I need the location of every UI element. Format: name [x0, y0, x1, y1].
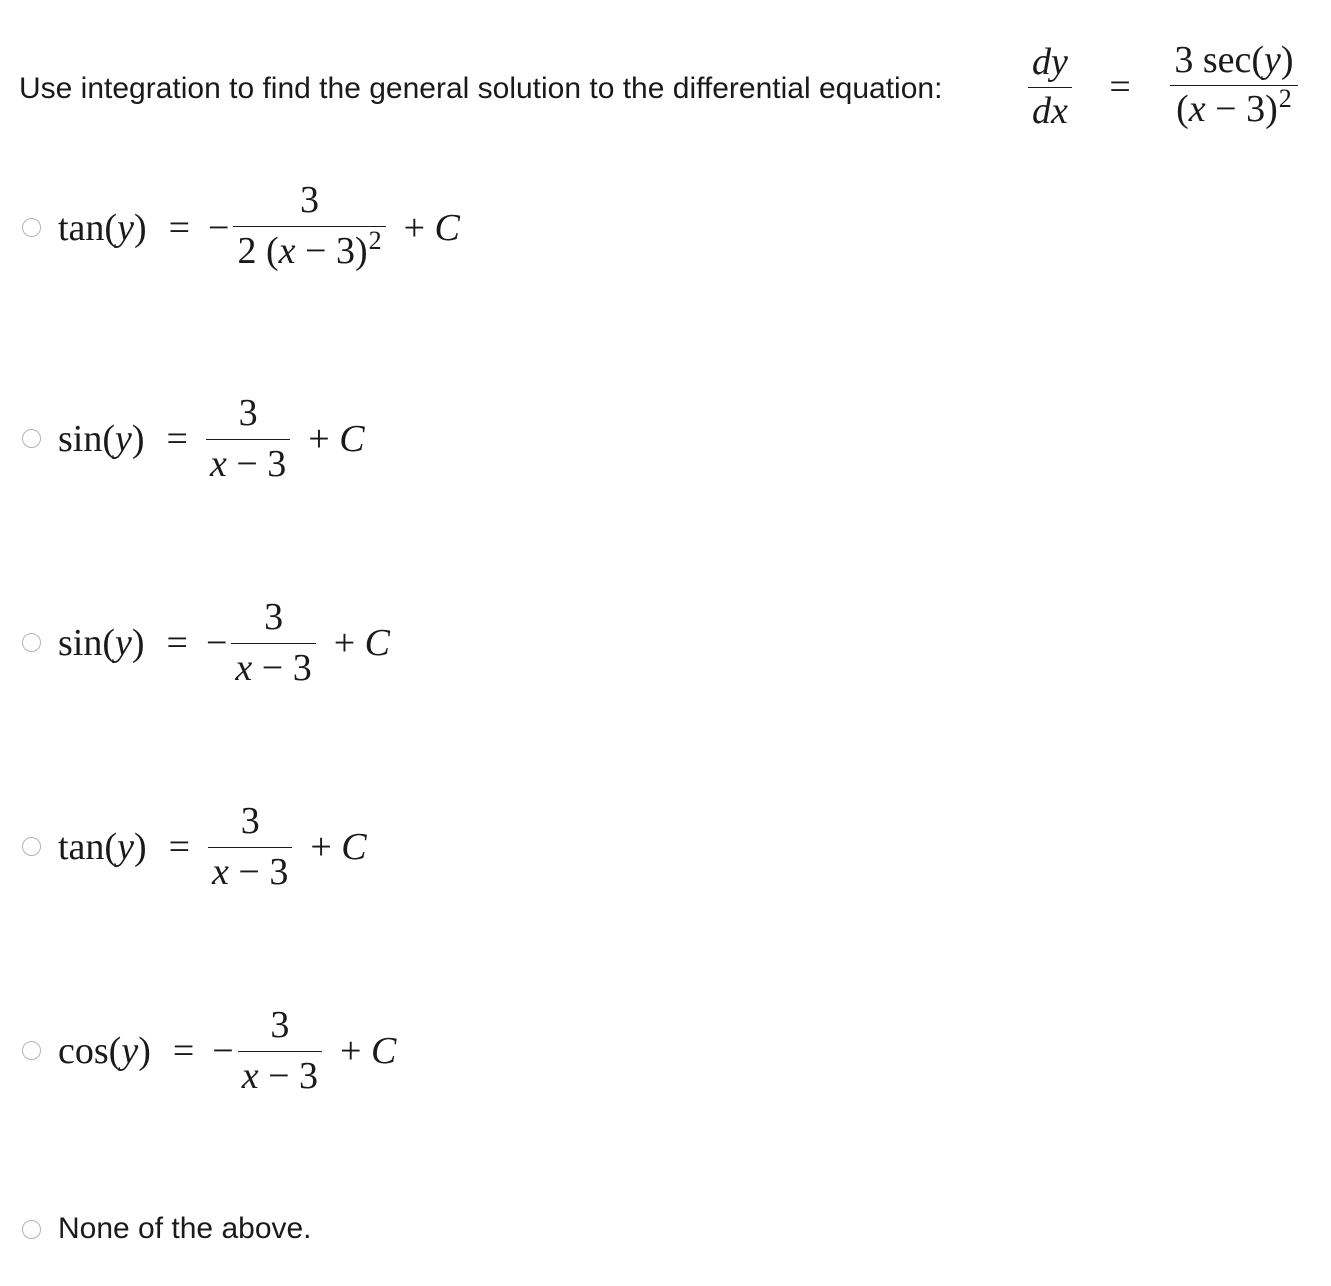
equals-sign: = [168, 206, 191, 249]
den-rest: − 3 [226, 443, 287, 485]
constant-c: C [339, 417, 365, 460]
constant-c: C [364, 621, 391, 664]
negative-sign: − [208, 206, 230, 249]
rhs-denominator [1170, 86, 1297, 132]
answer-option-6[interactable] [22, 1212, 312, 1246]
answer-option-1[interactable] [22, 180, 460, 275]
rhs-den-exp: 2 [1278, 84, 1292, 113]
radio-button[interactable] [22, 837, 41, 856]
fraction-denominator [238, 1052, 322, 1096]
rhs-fraction [1170, 41, 1297, 132]
equals-sign: = [1109, 65, 1131, 108]
fraction-numerator: 3 [231, 597, 315, 644]
fraction-numerator: 3 [233, 180, 385, 227]
constant-c: C [370, 1029, 397, 1072]
option-fraction [233, 180, 385, 275]
rhs-den-rest: − 3) [1205, 88, 1278, 130]
option-fraction [208, 801, 292, 892]
plus-constant [404, 206, 460, 250]
den-rest: − 3 [252, 647, 312, 689]
negative-sign: − [212, 1029, 234, 1072]
option-var: y [115, 417, 132, 460]
option-var: y [121, 1029, 139, 1072]
rhs-num-var: y [1264, 39, 1281, 81]
den-var: x [278, 230, 296, 272]
option-1-equation [58, 180, 460, 275]
option-func: tan( [58, 206, 118, 249]
option-close: ) [133, 825, 147, 868]
rhs-num-coef: 3 [1174, 39, 1194, 81]
den-var: x [212, 851, 229, 893]
differential-equation [1028, 41, 1298, 132]
rhs-num-close: ) [1280, 39, 1294, 81]
option-5-equation [58, 1005, 396, 1096]
option-close: ) [131, 621, 145, 664]
derivative-denominator: dx [1032, 90, 1068, 132]
option-fraction [238, 1005, 322, 1096]
fraction-denominator [231, 644, 315, 688]
option-lhs [58, 417, 145, 461]
option-var: y [117, 825, 134, 868]
none-of-the-above-label: None of the above. [58, 1212, 312, 1245]
den-var: x [209, 443, 227, 485]
equals-sign: = [166, 621, 188, 664]
option-close: ) [138, 1029, 151, 1072]
plus-sign: + [308, 417, 340, 460]
plus-sign: + [340, 1029, 371, 1072]
plus-constant [310, 825, 366, 869]
option-var: y [117, 206, 134, 249]
equals-sign: = [168, 825, 191, 868]
option-func: sin( [58, 621, 115, 664]
plus-sign: + [403, 206, 435, 249]
negative-sign: − [205, 621, 228, 664]
option-var: y [115, 621, 132, 664]
fraction-denominator [233, 227, 385, 275]
radio-button[interactable] [22, 633, 41, 652]
option-close: ) [133, 206, 147, 249]
option-lhs [58, 825, 147, 869]
plus-sign: + [333, 621, 365, 664]
plus-constant [334, 621, 390, 665]
derivative-fraction [1028, 43, 1072, 130]
option-3-equation [58, 597, 390, 688]
option-4-equation [58, 801, 367, 892]
den-coef: 2 ( [237, 230, 279, 272]
den-var: x [241, 1055, 259, 1097]
den-rest: − 3) [295, 230, 368, 272]
answer-option-2[interactable] [22, 393, 365, 484]
equals-sign: = [172, 1029, 195, 1072]
plus-constant [308, 417, 364, 461]
equals-sign: = [166, 417, 188, 460]
den-rest: − 3 [228, 851, 289, 893]
fraction-numerator: 3 [208, 801, 292, 848]
option-fraction [231, 597, 315, 688]
plus-constant [340, 1029, 396, 1073]
den-exp: 2 [368, 226, 382, 255]
radio-button[interactable] [22, 429, 41, 448]
rhs-num-func: sec( [1202, 39, 1264, 81]
answer-option-3[interactable] [22, 597, 390, 688]
rhs-den-open: ( [1176, 88, 1189, 130]
rhs-den-var: x [1188, 88, 1206, 130]
option-fraction [206, 393, 290, 484]
fraction-denominator [206, 440, 290, 484]
radio-button[interactable] [22, 218, 41, 237]
den-var: x [235, 647, 253, 689]
constant-c: C [341, 825, 367, 868]
rhs-numerator [1170, 41, 1297, 86]
option-2-equation [58, 393, 365, 484]
radio-button[interactable] [22, 1041, 41, 1060]
option-lhs [58, 206, 147, 250]
option-func: cos( [58, 1029, 122, 1072]
option-lhs [58, 1029, 151, 1073]
answer-option-4[interactable] [22, 801, 367, 892]
derivative-numerator: dy [1028, 43, 1072, 88]
question-prompt: Use integration to find the general solution to the differential equation: [19, 72, 943, 105]
option-func: sin( [58, 417, 115, 460]
option-func: tan( [58, 825, 118, 868]
radio-button[interactable] [22, 1220, 41, 1239]
option-lhs [58, 621, 145, 665]
option-close: ) [131, 417, 145, 460]
constant-c: C [434, 206, 460, 249]
answer-option-5[interactable] [22, 1005, 396, 1096]
plus-sign: + [310, 825, 342, 868]
fraction-numerator: 3 [206, 393, 290, 440]
den-rest: − 3 [258, 1055, 319, 1097]
fraction-denominator [208, 848, 292, 892]
fraction-numerator: 3 [238, 1005, 322, 1052]
